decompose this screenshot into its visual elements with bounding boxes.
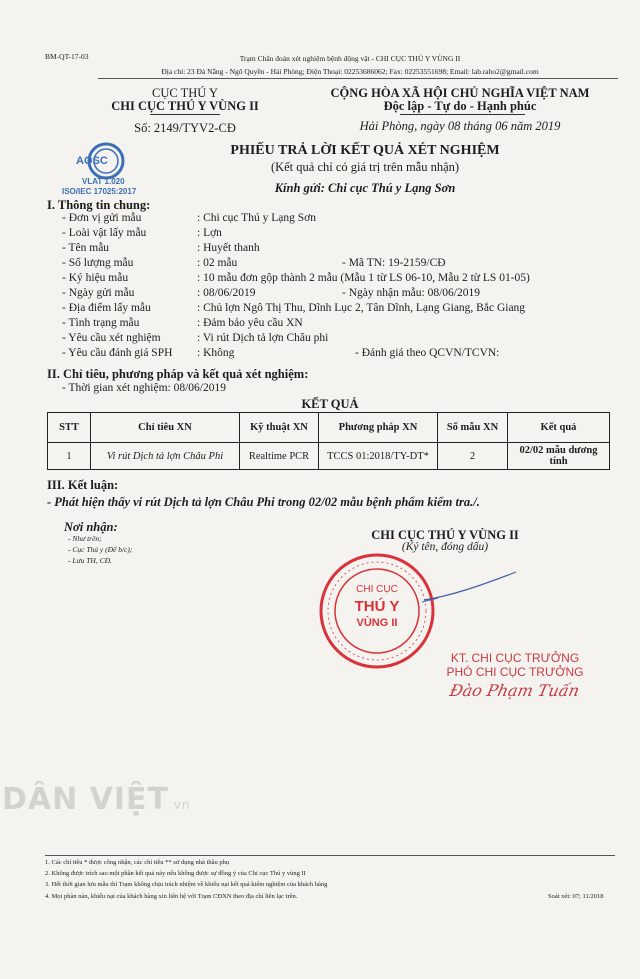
recipients-heading: Nơi nhận: <box>64 520 118 534</box>
info-label: - Loài vật lấy mẫu <box>62 227 147 239</box>
signoff-org: CHI CỤC THÚ Y VÙNG II <box>371 528 519 542</box>
info-value: : Không <box>197 347 235 359</box>
signoff-role2: PHÓ CHI CỤC TRƯỞNG <box>446 665 584 679</box>
column-header: Kỹ thuật XN <box>240 413 319 443</box>
info-value: : Đảm bảo yêu cầu XN <box>197 317 303 329</box>
recipient-line: Kính gửi: Chi cục Thú y Lạng Sơn <box>274 181 456 195</box>
signature-stroke-icon <box>420 568 520 608</box>
info-label: - Số lượng mẫu <box>62 257 134 269</box>
table-cell: TCCS 01:2018/TY-DT* <box>319 443 438 470</box>
table-row <box>48 443 610 470</box>
accreditation-code: VLAT 1.020 <box>82 177 125 186</box>
info-label: - Tình trạng mẫu <box>62 317 140 329</box>
info-value: : Chi cục Thú y Lạng Sơn <box>197 212 316 224</box>
signer-name: Đào Phạm Tuấn <box>447 681 582 700</box>
info-label: - Địa điểm lấy mẫu <box>62 302 151 314</box>
country-line1: CỘNG HÒA XÃ HỘI CHỦ NGHĨA VIỆT NAM <box>330 86 590 100</box>
footer-note: 4. Mọi phàn nàn, khiếu nại của khách hàng xin liên hệ với Trạm CĐXN theo địa chỉ liên lạc trên. <box>45 893 298 900</box>
stamp-line1: CHI CỤC <box>356 584 398 595</box>
signoff-role1: KT. CHI CỤC TRƯỞNG <box>450 651 580 665</box>
recipient-item: - Như trên; <box>68 534 102 543</box>
date-line: Hải Phòng, ngày 08 tháng 06 năm 2019 <box>359 119 561 133</box>
table-header-row <box>48 413 610 443</box>
info-label: - Ký hiệu mẫu <box>62 272 129 284</box>
recipient-item: - Cục Thú y (Để b/c); <box>68 545 133 554</box>
table-cell: 1 <box>48 443 91 470</box>
result-table <box>47 412 610 470</box>
column-header: Chỉ tiêu XN <box>91 413 240 443</box>
info-extra: - Mã TN: 19-2159/CĐ <box>342 257 446 269</box>
accreditation-logo-text: AOSC <box>76 155 108 167</box>
column-header: Kết quả <box>508 413 610 443</box>
stamp-line2: THÚ Y <box>354 598 400 615</box>
footer-divider <box>45 855 615 856</box>
document-title: PHIẾU TRẢ LỜI KẾT QUẢ XÉT NGHIỆM <box>230 143 500 158</box>
section3-heading: III. Kết luận: <box>47 478 119 492</box>
org-line1: CỤC THÚ Y <box>152 86 218 100</box>
official-stamp <box>318 552 436 670</box>
watermark-text: DÂN VIỆT <box>2 782 170 817</box>
info-extra: - Ngày nhận mẫu: 08/06/2019 <box>342 287 480 299</box>
info-label: - Yêu cầu xét nghiệm <box>62 332 161 344</box>
info-value: : 10 mẫu đơn gộp thành 2 mẫu (Mẫu 1 từ LS 06-10, Mẫu 2 từ LS 01-05) <box>197 272 530 284</box>
footer-edition: Soát xét: 07; 11/2018 <box>548 893 604 900</box>
table-cell: 02/02 mẫu dương tính <box>508 443 610 470</box>
recipient-item: - Lưu TH, CĐ. <box>68 556 112 565</box>
info-label: - Tên mẫu <box>62 242 110 254</box>
column-header: Số mẫu XN <box>438 413 508 443</box>
section2-heading: II. Chỉ tiêu, phương pháp và kết quả xét nghiệm: <box>47 367 309 381</box>
info-value: : Huyết thanh <box>197 242 260 254</box>
station-line: Trạm Chẩn đoán xét nghiệm bệnh động vật - CHI CỤC THÚ Y VÙNG II <box>239 54 461 63</box>
org-line2: CHI CỤC THÚ Y VÙNG II <box>111 99 259 113</box>
footer-note: 3. Hết thời gian lưu mẫu thì Trạm không chịu trách nhiệm về khiếu nại kết quả kiểm nghiệm của khách hàng <box>45 881 328 888</box>
document-subtitle: (Kết quả chỉ có giá trị trên mẫu nhận) <box>270 160 460 174</box>
info-value: : Vi rút Dịch tả lợn Châu phi <box>197 332 329 344</box>
info-value: : Lợn <box>197 227 222 239</box>
info-value: : 08/06/2019 <box>197 287 256 299</box>
info-label: - Đơn vị gửi mẫu <box>62 212 142 224</box>
footer-note: 2. Không được trích sao một phần kết quả này nếu không được sự đồng ý của Chi cục Thú y vùng II <box>45 870 306 877</box>
info-value: : 02 mẫu <box>197 257 238 269</box>
info-value: : Chủ lợn Ngô Thị Thu, Dĩnh Lục 2, Tân Dĩnh, Lạng Giang, Bắc Giang <box>197 302 526 314</box>
test-time: - Thời gian xét nghiệm: 08/06/2019 <box>62 382 226 394</box>
country-line2: Độc lập - Tự do - Hạnh phúc <box>383 99 537 113</box>
section1-heading: I. Thông tin chung: <box>47 198 151 212</box>
column-header: STT <box>48 413 91 443</box>
watermark <box>2 782 191 817</box>
table-cell: Realtime PCR <box>240 443 319 470</box>
info-extra: - Đánh giá theo QCVN/TCVN: <box>355 347 500 359</box>
stamp-line3: VÙNG II <box>356 617 398 629</box>
org-underline <box>150 114 220 115</box>
form-code: BM-QT-17-03 <box>45 52 89 61</box>
column-header: Phương pháp XN <box>319 413 438 443</box>
table-cell: Vi rút Dịch tả lợn Châu Phi <box>91 443 240 470</box>
accreditation-standard: ISO/IEC 17025:2017 <box>62 187 137 196</box>
signoff-note: (Ký tên, đóng dấu) <box>401 541 489 553</box>
table-cell: 2 <box>438 443 508 470</box>
footer-note: 1. Các chỉ tiêu * được công nhận, các chỉ tiêu ** sử dụng nhà thầu phụ <box>45 859 230 866</box>
doc-number: Số: 2149/TYV2-CĐ <box>134 121 236 135</box>
header-divider <box>98 78 618 79</box>
result-title: KẾT QUẢ <box>301 397 359 411</box>
address-line: Địa chỉ: 23 Đà Nẵng - Ngô Quyền - Hải Phòng; Điện Thoại: 02253686062; Fax: 02253551698; Email: lab.raho2@gmail.com <box>161 67 539 76</box>
country-underline <box>400 114 525 115</box>
info-label: - Yêu cầu đánh giá SPH <box>62 347 173 359</box>
info-label: - Ngày gửi mẫu <box>62 287 135 299</box>
conclusion-text: - Phát hiện thấy vi rút Dịch tả lợn Châu Phi trong 02/02 mẫu bệnh phẩm kiểm tra./. <box>47 495 480 509</box>
watermark-suffix: .vn <box>169 798 191 812</box>
